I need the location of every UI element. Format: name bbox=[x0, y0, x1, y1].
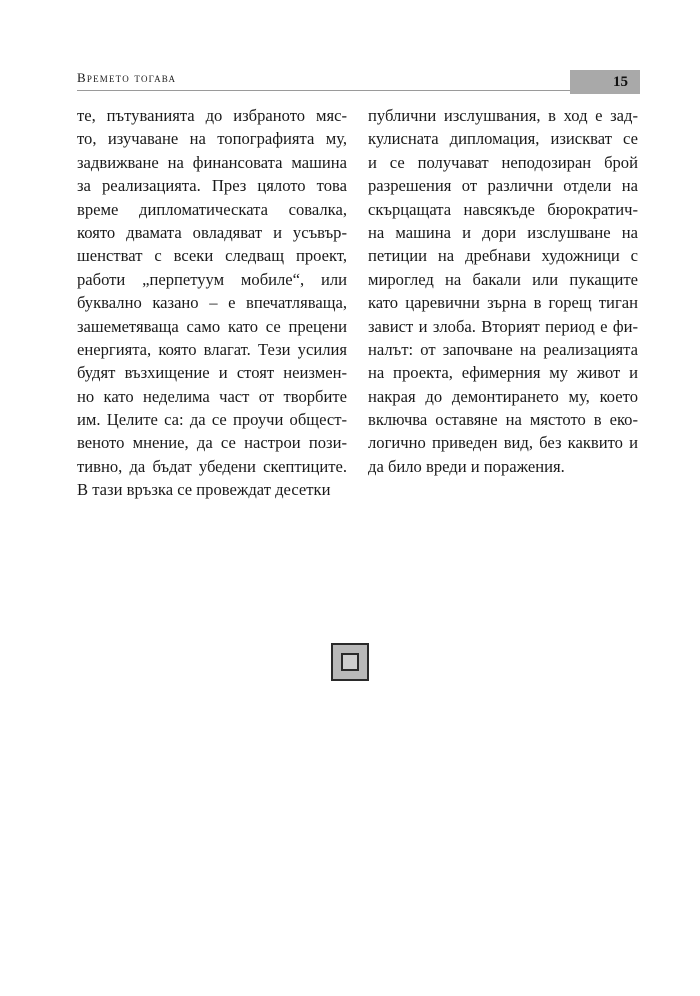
text-line: за реализацията. През цялото това bbox=[77, 176, 347, 196]
text-line: буквално казано – е впечатляваща, bbox=[77, 293, 347, 313]
text-line: им. Целите са: да се проучи общест- bbox=[77, 410, 347, 430]
header-rule bbox=[77, 90, 570, 91]
text-line: шенстват с всеки следващ проект, bbox=[77, 246, 347, 266]
page-number-badge bbox=[570, 70, 640, 94]
square-end-mark-icon bbox=[331, 643, 369, 681]
text-line: будят възхищение и стоят неизмен- bbox=[77, 363, 347, 383]
text-line: накрая до демонтирането му, което bbox=[368, 386, 638, 406]
page-number: 15 bbox=[613, 73, 628, 90]
running-header-title: Времето тогава bbox=[77, 70, 177, 85]
text-line: задвижване на финансовата машина bbox=[77, 152, 347, 172]
text-line: скърцащата навсякъде бюрократич- bbox=[368, 199, 638, 219]
text-line: на проекта, ефимерния му живот и bbox=[368, 363, 638, 383]
text-line: но като неделима част от творбите bbox=[77, 386, 347, 406]
text-line: която двамата овладяват и усъвър- bbox=[77, 222, 347, 242]
text-line: като царевични зърна в горещ тиган bbox=[368, 293, 638, 313]
text-line: и се получават неподозиран брой bbox=[368, 152, 638, 172]
text-line: зашеметяваща само като се прецени bbox=[77, 316, 347, 336]
text-line: време дипломатическата совалка, bbox=[77, 199, 347, 219]
left-text-column bbox=[77, 104, 347, 502]
text-line: тивно, да бъдат убедени скептиците. bbox=[77, 456, 347, 476]
text-line: публични изслушвания, в ход е зад- bbox=[368, 106, 638, 125]
text-line: то, изучаване на топографията му, bbox=[77, 129, 347, 149]
square-end-mark-inner bbox=[341, 653, 359, 671]
text-line: веното мнение, да се настрои пози- bbox=[77, 433, 347, 453]
text-line: кулисната дипломация, изискват се bbox=[368, 129, 638, 149]
text-line: петиции на дребнави художници с bbox=[368, 246, 638, 266]
text-line: мироглед на бакали или пукащите bbox=[368, 269, 638, 289]
text-line: налът: от започване на реализацията bbox=[368, 339, 638, 359]
text-line: включва оставяне на мястото в еко- bbox=[368, 410, 638, 430]
text-line: работи „перпетуум мобиле“, или bbox=[77, 269, 347, 289]
right-text-column bbox=[368, 104, 638, 478]
text-line: В тази връзка се провеждат десетки bbox=[77, 480, 331, 500]
text-line: разрешения от различни отдели на bbox=[368, 176, 638, 196]
text-line: завист и злоба. Вторият период е фи- bbox=[368, 316, 638, 336]
text-line: да било вреди и поражения. bbox=[368, 456, 565, 476]
text-line: логично приведен вид, без каквито и bbox=[368, 433, 638, 453]
text-line: енергията, която влагат. Тези усилия bbox=[77, 339, 347, 359]
text-line: на машина и дори изслушване на bbox=[368, 222, 638, 242]
text-line: те, пътуванията до избраното мяс- bbox=[77, 106, 347, 125]
